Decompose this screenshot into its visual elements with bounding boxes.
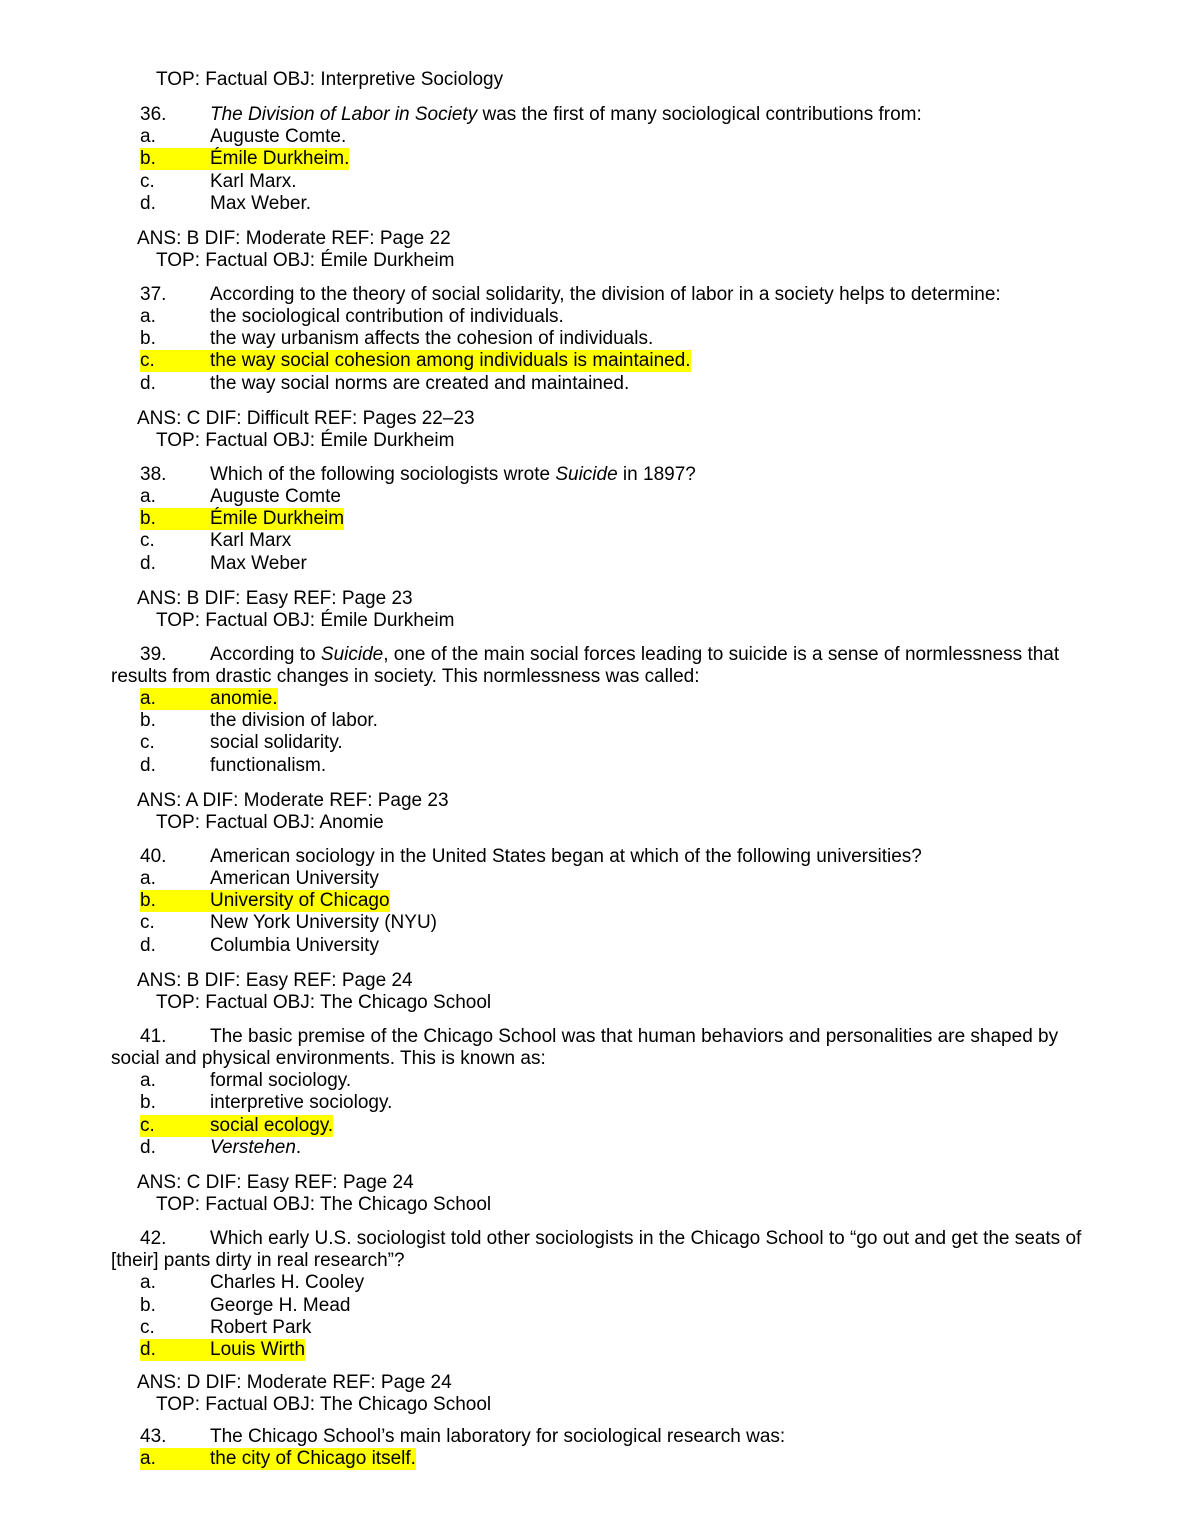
question-42: 42. Which early U.S. sociologist told other sociologists in the Chicago School to “go out and get the seats of [140,1228,1082,1249]
answer-41: ANS: C DIF: Easy REF: Page 24 [137,1172,414,1193]
option-40-d: d. Columbia University [140,935,379,956]
option-37-d: d. the way social norms are created and maintained. [140,373,630,394]
option-36-a: a. Auguste Comte. [140,126,347,147]
question-text: According to the theory of social solidarity, the division of labor in a society helps to determine: [210,284,1001,305]
question-39: 39. According to Suicide, one of the main social forces leading to suicide is a sense of normlessness that [140,644,1060,665]
option-39-a-correct: a. anomie. [140,688,278,709]
question-43: 43. The Chicago School’s main laboratory for sociological research was: [140,1426,786,1447]
option-39-c: c. social solidarity. [140,732,343,753]
question-number: 43. [140,1426,167,1447]
option-42-a: a. Charles H. Cooley [140,1272,365,1293]
question-number: 40. [140,846,167,867]
question-41: 41. The basic premise of the Chicago School was that human behaviors and personalities are shaped by [140,1026,1059,1047]
question-italic: The Division of Labor in Society [210,104,478,125]
question-number: 36. [140,104,167,125]
answer-36: ANS: B DIF: Moderate REF: Page 22 [137,228,451,249]
option-36-c: c. Karl Marx. [140,171,297,192]
question-number: 41. [140,1026,167,1047]
topic-38: TOP: Factual OBJ: Émile Durkheim [156,610,455,631]
option-41-c-correct: c. social ecology. [140,1115,334,1136]
topic-41: TOP: Factual OBJ: The Chicago School [156,1194,492,1215]
option-39-b: b. the division of labor. [140,710,378,731]
option-41-a: a. formal sociology. [140,1070,352,1091]
question-36 [140,104,922,126]
answer-37: ANS: C DIF: Difficult REF: Pages 22–23 [137,408,475,429]
answer-38: ANS: B DIF: Easy REF: Page 23 [137,588,413,609]
option-41-d: d. Verstehen. [140,1137,302,1158]
topic-39: TOP: Factual OBJ: Anomie [156,812,384,833]
option-37-a: a. the sociological contribution of individuals. [140,306,564,327]
option-36-b-correct: b. Émile Durkheim. [140,148,350,169]
option-37-c-correct: c. the way social cohesion among individuals is maintained. [140,350,691,371]
option-43-a-correct: a. the city of Chicago itself. [140,1448,416,1469]
question-number: 39. [140,644,167,665]
question-42-continuation: [their] pants dirty in real research”? [111,1250,405,1271]
question-38: 38. Which of the following sociologists wrote Suicide in 1897? [140,464,696,485]
topic-36: TOP: Factual OBJ: Émile Durkheim [156,250,455,271]
answer-42: ANS: D DIF: Moderate REF: Page 24 [137,1372,452,1393]
question-number: 37. [140,284,167,305]
question-number: 38. [140,464,167,485]
option-38-d: d. Max Weber [140,553,307,574]
option-39-d: d. functionalism. [140,755,327,776]
option-40-a: a. American University [140,868,379,889]
option-42-c: c. Robert Park [140,1317,312,1338]
option-42-b: b. George H. Mead [140,1295,351,1316]
topic-42: TOP: Factual OBJ: The Chicago School [156,1394,492,1415]
question-number: 42. [140,1228,167,1249]
option-42-d-correct: d. Louis Wirth [140,1339,306,1360]
option-41-b: b. interpretive sociology. [140,1092,393,1113]
question-37 [140,284,1001,306]
option-38-c: c. Karl Marx [140,530,292,551]
question-text: was the first of many sociological contributions from: [477,104,922,125]
answer-39: ANS: A DIF: Moderate REF: Page 23 [137,790,449,811]
topic-37: TOP: Factual OBJ: Émile Durkheim [156,430,455,451]
option-40-c: c. New York University (NYU) [140,912,437,933]
answer-40: ANS: B DIF: Easy REF: Page 24 [137,970,413,991]
topic-40: TOP: Factual OBJ: The Chicago School [156,992,492,1013]
header-topic-line: TOP: Factual OBJ: Interpretive Sociology [156,69,504,90]
question-39-continuation: results from drastic changes in society. This normlessness was called: [111,666,700,687]
option-40-b-correct: b. University of Chicago [140,890,390,911]
option-38-a: a. Auguste Comte [140,486,341,507]
option-38-b-correct: b. Émile Durkheim [140,508,345,529]
question-41-continuation: social and physical environments. This is known as: [111,1048,546,1069]
option-37-b: b. the way urbanism affects the cohesion of individuals. [140,328,654,349]
question-40: 40. American sociology in the United States began at which of the following universities? [140,846,922,867]
option-36-d: d. Max Weber. [140,193,312,214]
